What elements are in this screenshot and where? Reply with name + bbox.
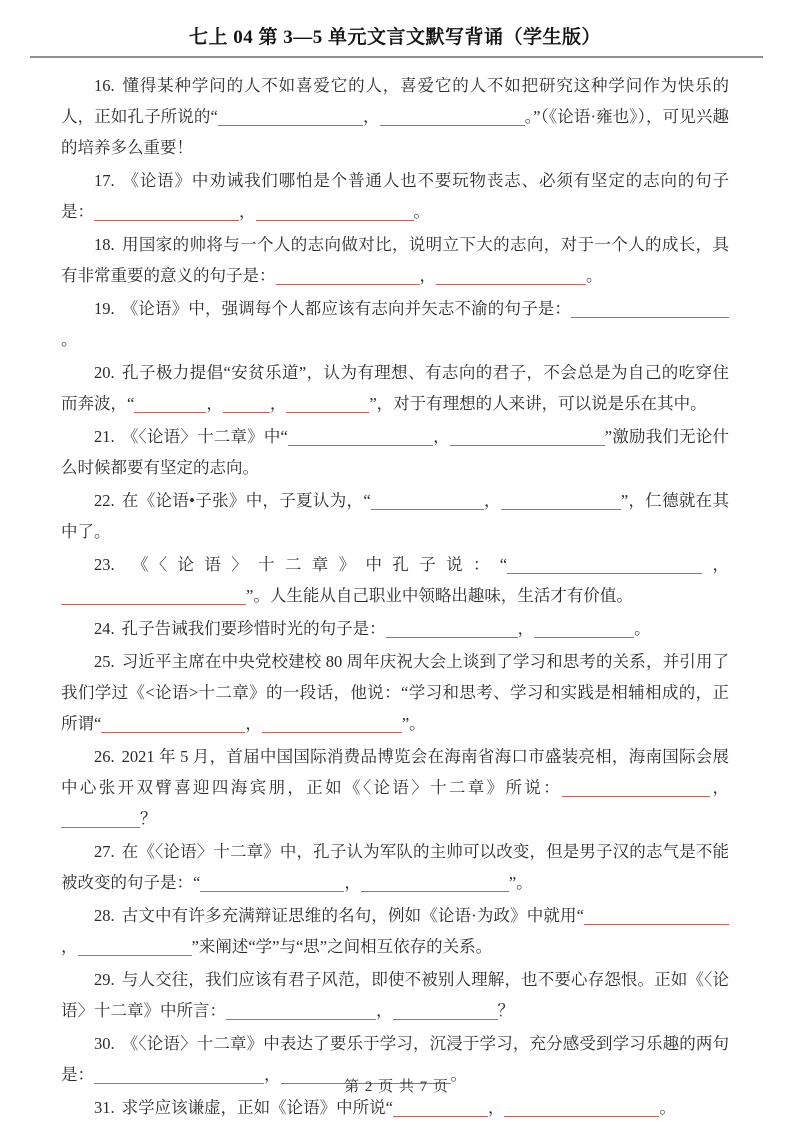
question-item bbox=[61, 421, 729, 483]
question-item bbox=[61, 964, 729, 1026]
question-text: ？ bbox=[140, 809, 157, 828]
question-item bbox=[61, 293, 729, 355]
question-text: 。 bbox=[659, 1098, 676, 1117]
question-number: 27. bbox=[94, 842, 115, 861]
answer-blank[interactable] bbox=[101, 715, 245, 733]
question-text: 孔子告诫我们要珍惜时光的句子是： bbox=[121, 619, 386, 638]
question-text: 孔子极力提倡“安贫乐道”，认为有理想、有志向的君子，不会总是为自己的吃穿住而奔波，“ bbox=[61, 363, 729, 413]
question-item bbox=[61, 836, 729, 898]
answer-blank[interactable] bbox=[501, 492, 621, 510]
answer-blank[interactable] bbox=[61, 810, 140, 828]
question-text: ， bbox=[710, 778, 730, 797]
answer-blank[interactable] bbox=[371, 492, 484, 510]
answer-blank[interactable] bbox=[450, 428, 605, 446]
question-number: 17. bbox=[94, 171, 115, 190]
answer-blank[interactable] bbox=[200, 874, 344, 892]
question-text: ， bbox=[264, 1065, 281, 1084]
answer-blank[interactable] bbox=[361, 874, 509, 892]
question-text: ”激励我们无论什么时候都要有坚定的志向。 bbox=[61, 427, 730, 477]
question-text: 《〈论语〉十二章》中孔子说：“ bbox=[121, 555, 508, 574]
question-text: ， bbox=[362, 107, 380, 126]
answer-blank[interactable] bbox=[223, 395, 270, 413]
question-item bbox=[61, 741, 729, 834]
answer-blank[interactable] bbox=[584, 907, 729, 925]
question-text: 《论语》中，强调每个人都应该有志向并矢志不渝的句子是： bbox=[121, 299, 571, 318]
question-item bbox=[61, 646, 729, 739]
question-number: 24. bbox=[94, 619, 115, 638]
question-text: ， bbox=[239, 202, 256, 221]
question-text: 。 bbox=[61, 330, 78, 349]
question-text: ， bbox=[206, 394, 223, 413]
answer-blank[interactable] bbox=[386, 620, 518, 638]
question-number: 22. bbox=[94, 491, 115, 510]
question-number: 20. bbox=[94, 363, 115, 382]
question-text: ”，仁德就在其中了。 bbox=[61, 491, 729, 541]
question-text: 。 bbox=[634, 619, 651, 638]
question-number: 23. bbox=[94, 555, 115, 574]
question-number: 29. bbox=[94, 970, 115, 989]
question-number: 31. bbox=[94, 1098, 115, 1117]
question-text: 《论语》中劝诫我们哪怕是个普通人也不要玩物丧志、必须有坚定的志向的句子是： bbox=[61, 171, 729, 221]
question-text: ”。 bbox=[508, 873, 533, 892]
answer-blank[interactable] bbox=[436, 267, 586, 285]
question-text: 在《〈论语〉十二章》中，孔子认为军队的主帅可以改变，但是男子汉的志气是不能被改变的句子是：“ bbox=[61, 842, 729, 892]
answer-blank[interactable] bbox=[226, 1002, 376, 1020]
question-text: 求学应该谦虚，正如《论语》中所说“ bbox=[121, 1098, 393, 1117]
question-text: 与人交往，我们应该有君子风范，即使不被别人理解，也不要心存怨恨。正如《〈论语〉十二章》中所言： bbox=[61, 970, 729, 1020]
question-number: 28. bbox=[94, 906, 115, 925]
question-number: 18. bbox=[94, 235, 115, 254]
question-text: ， bbox=[61, 937, 78, 956]
question-text: ， bbox=[487, 1098, 505, 1117]
question-number: 21. bbox=[94, 427, 115, 446]
question-list bbox=[61, 70, 729, 1122]
question-number: 25. bbox=[94, 652, 115, 671]
answer-blank[interactable] bbox=[380, 108, 525, 126]
question-number: 30. bbox=[94, 1034, 115, 1053]
answer-blank[interactable] bbox=[562, 779, 710, 797]
question-text: 。 bbox=[586, 266, 603, 285]
question-text: 古文中有许多充满辩证思维的名句，例如《论语·为政》中就用“ bbox=[121, 906, 584, 925]
question-text: ， bbox=[245, 714, 262, 733]
question-text: ， bbox=[269, 394, 287, 413]
question-text: ， bbox=[344, 873, 361, 892]
question-item bbox=[61, 1092, 729, 1122]
question-number: 16. bbox=[94, 76, 115, 95]
question-item bbox=[61, 357, 729, 419]
question-text: 习近平主席在中央党校建校 80 周年庆祝大会上谈到了学习和思考的关系，并引用了我们学过《<论语>十二章》的一段话，他说：“学习和思考、学习和实践是相辅相成的，正所谓“ bbox=[61, 652, 729, 733]
header-divider bbox=[30, 56, 763, 58]
question-text: ”。人生能从自己职业中领略出趣味，生活才有价值。 bbox=[246, 586, 633, 605]
answer-blank[interactable] bbox=[134, 395, 206, 413]
answer-blank[interactable] bbox=[61, 587, 246, 605]
question-text: ”来阐述“学”与“思”之间相互依存的关系。 bbox=[191, 937, 493, 956]
question-text: 2021 年 5 月，首届中国国际消费品博览会在海南省海口市盛装亮相，海南国际会展中心张开双臂喜迎四海宾朋，正如《〈论语〉十二章》所说： bbox=[61, 747, 729, 797]
question-item bbox=[61, 900, 729, 962]
question-text: 用国家的帅将与一个人的志向做对比，说明立下大的志向，对于一个人的成长，具有非常重要的意义的句子是： bbox=[61, 235, 729, 285]
answer-blank[interactable] bbox=[393, 1099, 488, 1117]
question-item bbox=[61, 613, 729, 644]
page-number: 第 2 页 共 7 页 bbox=[344, 1079, 449, 1095]
question-text: ”，对于有理想的人来讲，可以说是乐在其中。 bbox=[369, 394, 707, 413]
question-text: 《〈论语〉十二章》中“ bbox=[121, 427, 288, 446]
answer-blank[interactable] bbox=[504, 1099, 659, 1117]
question-text: ， bbox=[702, 555, 730, 574]
answer-blank[interactable] bbox=[256, 203, 414, 221]
question-text: ， bbox=[432, 427, 450, 446]
answer-blank[interactable] bbox=[286, 395, 369, 413]
question-text: ， bbox=[517, 619, 535, 638]
question-item bbox=[61, 165, 729, 227]
question-text: ， bbox=[419, 266, 436, 285]
answer-blank[interactable] bbox=[94, 203, 239, 221]
question-text: 《〈论语〉十二章》中表达了要乐于学习，沉浸于学习，充分感受到学习乐趣的两句是： bbox=[61, 1034, 729, 1084]
question-number: 19. bbox=[94, 299, 115, 318]
question-text: 在《论语•子张》中，子夏认为，“ bbox=[121, 491, 371, 510]
question-number: 26. bbox=[94, 747, 115, 766]
question-text: 。 bbox=[413, 202, 430, 221]
page-title: 七上 04 第 3—5 单元文言文默写背诵（学生版） bbox=[188, 27, 601, 48]
answer-blank[interactable] bbox=[78, 938, 192, 956]
question-text: 懂得某种学问的人不如喜爱它的人，喜爱它的人不如把研究这种学问作为快乐的人，正如孔子所说的“ bbox=[61, 76, 729, 126]
answer-blank[interactable] bbox=[288, 428, 433, 446]
question-text: 。 bbox=[450, 1065, 467, 1084]
answer-blank[interactable] bbox=[218, 108, 363, 126]
question-item bbox=[61, 549, 729, 611]
answer-blank[interactable] bbox=[393, 1002, 498, 1020]
question-text: ， bbox=[483, 491, 501, 510]
answer-blank[interactable] bbox=[571, 300, 729, 318]
question-text: ， bbox=[376, 1001, 393, 1020]
question-text: ”。 bbox=[401, 714, 426, 733]
question-text: ？ bbox=[497, 1001, 514, 1020]
question-text: 。”（《论语·雍也》），可见兴趣的培养多么重要！ bbox=[61, 107, 729, 157]
question-item bbox=[61, 485, 729, 547]
question-item bbox=[61, 229, 729, 291]
answer-blank[interactable] bbox=[507, 556, 702, 574]
answer-blank[interactable] bbox=[276, 267, 420, 285]
answer-blank[interactable] bbox=[262, 715, 402, 733]
question-item bbox=[61, 70, 729, 163]
answer-blank[interactable] bbox=[534, 620, 634, 638]
